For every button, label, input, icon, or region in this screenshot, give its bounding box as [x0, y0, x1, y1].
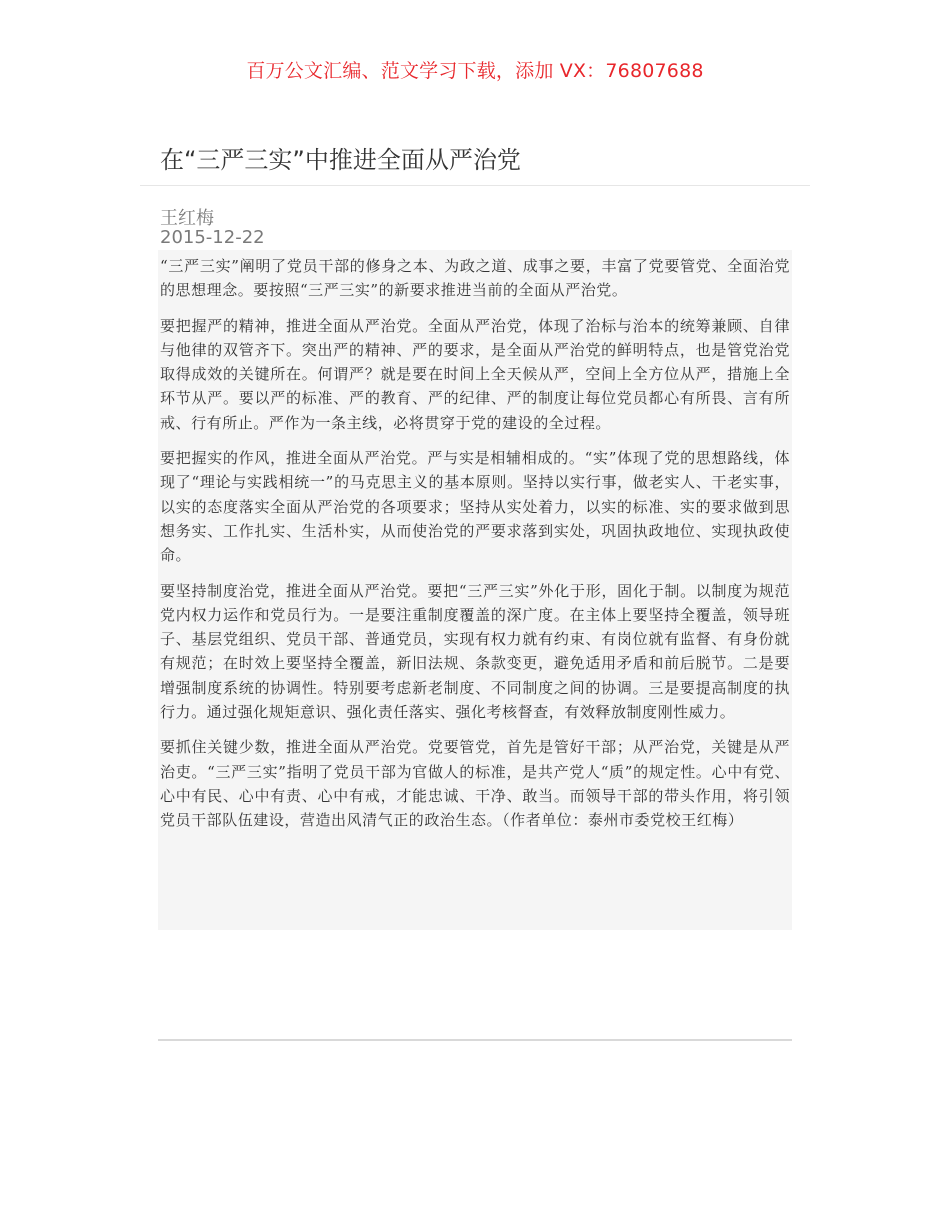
article-paragraph-2: 要把握严的精神，推进全面从严治党。全面从严治党，体现了治标与治本的统筹兼顾、自律与他律的双管齐下。突出严的精神、严的要求，是全面从严治党的鲜明特点，也是管党治党取得成效的关键所在。何谓严？就是要在时间上全天候从严，空间上全方位从严，措施上全环节从严。要以严的标准、严的教育、严的纪律、严的制度让每位党员都心有所畏、言有所戒、行有所止。严作为一条主线，必将贯穿于党的建设的全过程。 — [160, 316, 790, 432]
article-body — [158, 250, 792, 930]
article-paragraph-5: 要抓住关键少数，推进全面从严治党。党要管党，首先是管好干部；从严治党，关键是从严治吏。“三严三实”指明了党员干部为官做人的标准，是共产党人“质”的规定性。心中有党、心中有民、心中有责、心中有戒，才能忠诚、干净、敢当。而领导干部的带头作用，将引领党员干部队伍建设，营造出风清气正的政治生态。（作者单位：泰州市委党校王红梅） — [160, 738, 790, 830]
article-title: 在“三严三实”中推进全面从严治党 — [160, 146, 521, 174]
article-paragraph-3: 要把握实的作风，推进全面从严治党。严与实是相辅相成的。“实”体现了党的思想路线，体现了“理论与实践相统一”的马克思主义的基本原则。坚持以实行事，做老实人、干老实事，以实的态度落实全面从严治党的各项要求；坚持从实处着力，以实的标准、实的要求做到思想务实、工作扎实、生活朴实，从而使治党的严要求落到实处，巩固执政地位、实现执政使命。 — [160, 449, 790, 565]
promo-banner: 百万公文汇编、范文学习下载，添加 VX：76807688 — [246, 60, 704, 82]
footer-divider — [158, 1039, 792, 1041]
title-divider — [140, 185, 810, 186]
article-date: 2015-12-22 — [160, 227, 265, 248]
article-paragraph-1: “三严三实”阐明了党员干部的修身之本、为政之道、成事之要，丰富了党要管党、全面治党的思想理念。要按照“三严三实”的新要求推进当前的全面从严治党。 — [160, 257, 790, 300]
article-author: 王红梅 — [160, 208, 214, 229]
article-paragraph-4: 要坚持制度治党，推进全面从严治党。要把“三严三实”外化于形，固化于制。以制度为规范党内权力运作和党员行为。一是要注重制度覆盖的深广度。在主体上要坚持全覆盖，领导班子、基层党组织、党员干部、普通党员，实现有权力就有约束、有岗位就有监督、有身份就有规范；在时效上要坚持全覆盖，新旧法规、条款变更，避免适用矛盾和前后脱节。二是要增强制度系统的协调性。特别要考虑新老制度、不同制度之间的协调。三是要提高制度的执行力。通过强化规矩意识、强化责任落实、强化考核督查，有效释放制度刚性威力。 — [160, 581, 790, 722]
